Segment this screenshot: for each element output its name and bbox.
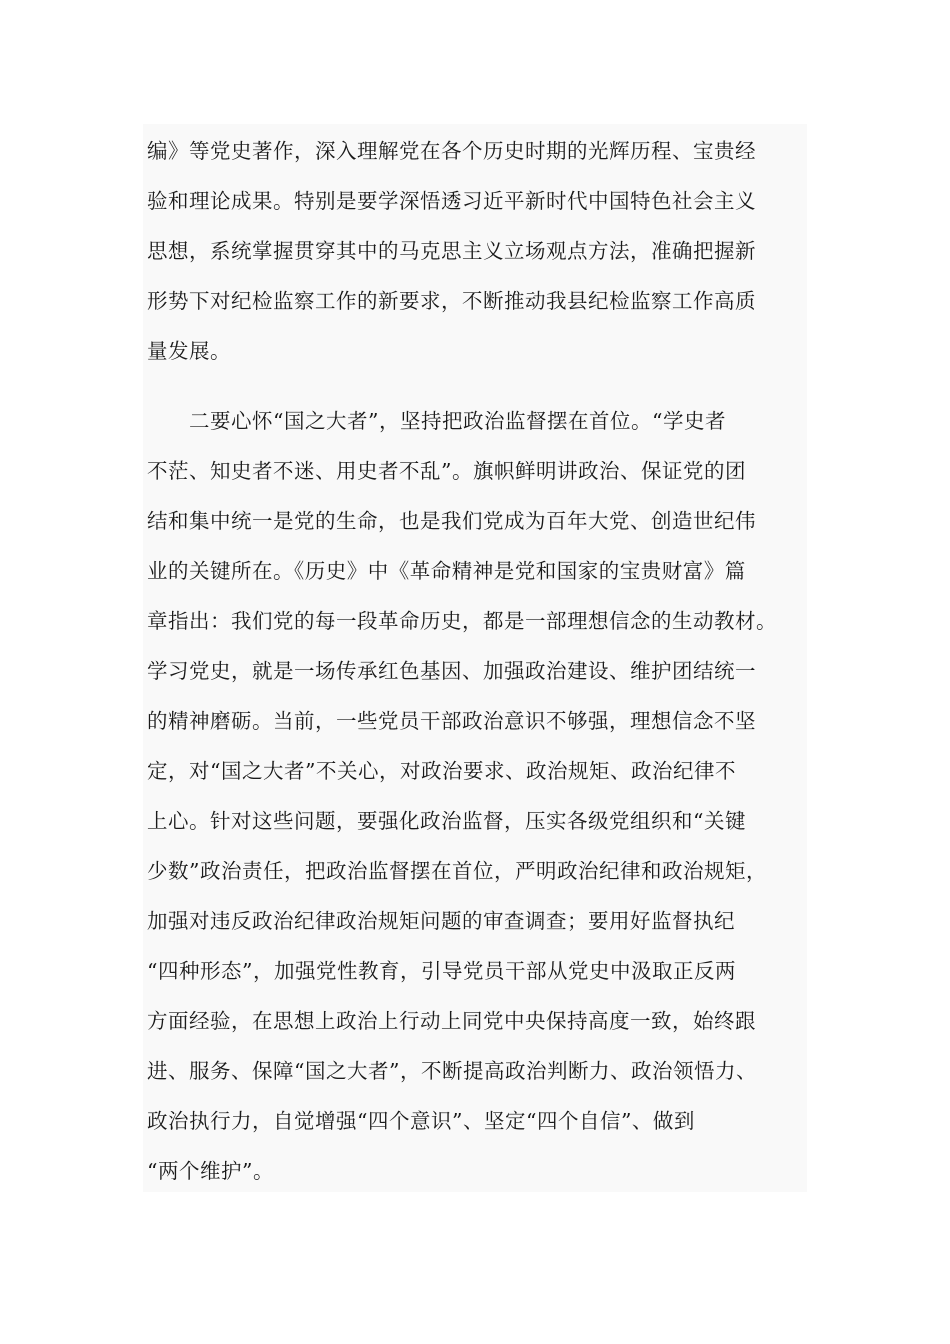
paragraph-2-line: 学习党史，就是一场传承红色基因、加强政治建设、维护团结统一 [147, 659, 756, 683]
paragraph-2-line: 加强对违反政治纪律政治规矩问题的审查调查；要用好监督执纪 [147, 909, 735, 933]
paragraph-2-line: 进、服务、保障“国之大者”，不断提高政治判断力、政治领悟力、 [147, 1059, 757, 1083]
paragraph-2-line: 定，对“国之大者”不关心，对政治要求、政治规矩、政治纪律不 [147, 759, 736, 783]
paragraph-2-line: 的精神磨砺。当前，一些党员干部政治意识不够强，理想信念不坚 [147, 709, 756, 733]
paragraph-2-line: 方面经验，在思想上政治上行动上同党中央保持高度一致，始终跟 [147, 1009, 756, 1033]
paragraph-1-line: 编》等党史著作，深入理解党在各个历史时期的光辉历程、宝贵经 [147, 139, 756, 163]
paragraph-2-line: 业的关键所在。《历史》中《革命精神是党和国家的宝贵财富》篇 [147, 559, 746, 583]
paragraph-1-line: 验和理论成果。特别是要学深悟透习近平新时代中国特色社会主义 [147, 189, 756, 213]
paragraph-2-line: “四种形态”，加强党性教育，引导党员干部从党史中汲取正反两 [147, 959, 736, 983]
paragraph-2-line: 少数”政治责任，把政治监督摆在首位，严明政治纪律和政治规矩， [147, 859, 767, 883]
paragraph-2-line: 章指出：我们党的每一段革命历史，都是一部理想信念的生动教材。 [147, 609, 777, 633]
paragraph-1-line: 思想，系统掌握贯穿其中的马克思主义立场观点方法，准确把握新 [147, 239, 756, 263]
paragraph-2-line: 不茫、知史者不迷、用史者不乱”。旗帜鲜明讲政治、保证党的团 [147, 459, 746, 483]
paragraph-2-line: 上心。针对这些问题，要强化政治监督，压实各级党组织和“关键 [147, 809, 746, 833]
paragraph-2-line: 结和集中统一是党的生命，也是我们党成为百年大党、创造世纪伟 [147, 509, 756, 533]
paragraph-1-line: 形势下对纪检监察工作的新要求，不断推动我县纪检监察工作高质 [147, 289, 756, 313]
document-body [143, 124, 807, 1192]
paragraph-2-line: “两个维护”。 [147, 1159, 274, 1183]
paragraph-1-line: 量发展。 [147, 339, 231, 363]
paragraph-2-line: 政治执行力，自觉增强“四个意识”、坚定“四个自信”、做到 [147, 1109, 695, 1133]
paragraph-2-line: 二要心怀“国之大者”，坚持把政治监督摆在首位。“学史者 [189, 409, 726, 433]
